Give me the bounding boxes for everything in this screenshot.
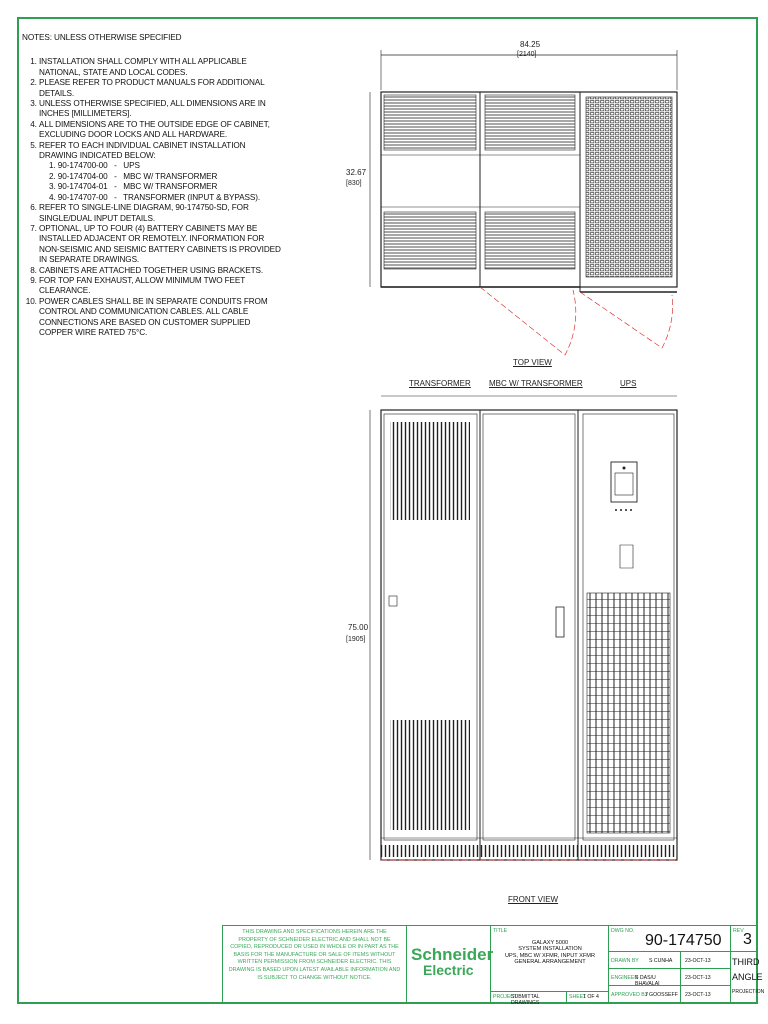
- title-line: UPS, MBC W/ XFMR, INPUT XFMR: [504, 952, 596, 959]
- notes-header: NOTES: UNLESS OTHERWISE SPECIFIED: [22, 33, 182, 42]
- project-label: PROJECT: [493, 994, 518, 1000]
- sheet-value: 1 OF 4: [583, 994, 599, 1000]
- approved-date-cell: [681, 986, 731, 1003]
- top-width-in: 84.25: [520, 40, 541, 49]
- cabinet-drawing-item: 2. 90-174704-00 - MBC W/ TRANSFORMER: [49, 171, 218, 181]
- note-item: 3. UNLESS OTHERWISE SPECIFIED, ALL DIMENSIONS ARE IN INCHES [MILLIMETERS].: [39, 99, 282, 120]
- front-view-title: FRONT VIEW: [508, 895, 559, 904]
- engineer-value: S DAS/U BHAVALAI: [635, 975, 660, 987]
- title-cell: [491, 926, 609, 992]
- drawn-value: S CUNHA: [649, 958, 673, 964]
- sheet-label: SHEET: [569, 994, 587, 1000]
- approved-date: 23-OCT-13: [685, 992, 711, 998]
- title-line: GALAXY 5000: [531, 940, 569, 946]
- cabinet-label-ups: UPS: [620, 379, 637, 388]
- rev-value: 3: [743, 931, 752, 948]
- drawn-cell: [609, 952, 681, 969]
- approved-value: J GOOSSEFF: [645, 992, 678, 998]
- dwg-no-cell: [609, 926, 731, 952]
- drawing-title: [491, 940, 609, 966]
- note-item: 9. FOR TOP FAN EXHAUST, ALLOW MINIMUM TWO FEET CLEARANCE.: [39, 276, 282, 297]
- title-label: TITLE: [493, 928, 508, 934]
- note-item: 1. INSTALLATION SHALL COMPLY WITH ALL APPLICABLE NATIONAL, STATE AND LOCAL CODES.: [39, 57, 282, 78]
- cabinet-drawing-item: 3. 90-174704-01 - MBC W/ TRANSFORMER: [49, 182, 218, 192]
- cabinet-label-mbc: MBC W/ TRANSFORMER: [489, 379, 583, 388]
- engineer-label: ENGINEER: [611, 975, 639, 981]
- note-item: 6. REFER TO SINGLE-LINE DIAGRAM, 90-174750-SD, FOR SINGLE/DUAL INPUT DETAILS.: [39, 203, 282, 224]
- rev-label: REV: [733, 928, 744, 934]
- title-block: [222, 925, 765, 1006]
- approved-label: APPROVED BY: [611, 992, 649, 998]
- note-item: 10. POWER CABLES SHALL BE IN SEPARATE CONDUITS FROM CONTROL AND COMMUNICATION CABLES. ALL CABLE CONNECTIONS ARE BASED ON CUSTOMER SUPPLIED COPPER WIRE RATED 75°C.: [39, 297, 282, 339]
- front-height-in: 75.00: [348, 623, 369, 632]
- cabinet-drawing-item: 1. 90-174700-00 - UPS: [49, 161, 140, 171]
- title-line: GENERAL ARRANGEMENT: [514, 959, 586, 966]
- projection-cell: [731, 952, 765, 1003]
- front-view: [370, 396, 677, 860]
- drawn-date: 23-OCT-13: [685, 958, 711, 964]
- engineer-date-cell: [681, 969, 731, 986]
- logo-text-1: Schneider: [411, 945, 494, 964]
- approved-cell: [609, 986, 681, 1003]
- note-item: 5. REFER TO EACH INDIVIDUAL CABINET INSTALLATION DRAWING INDICATED BELOW: 1. 90-174700-00 - UPS 2. 90-174704-00 - MBC W/ TRANSFORMER 3. 90-174704-01 - MBC W/ TRANSFORMER 4. 90-174707-00 - TRANSFORMER (INPUT & BYPASS).: [39, 141, 282, 203]
- cabinet-drawing-item: 4. 90-174707-00 - TRANSFORMER (INPUT & BYPASS).: [49, 192, 261, 202]
- top-depth-mm: [830]: [346, 180, 362, 187]
- rev-cell: [731, 926, 757, 952]
- note-item: 8. CABINETS ARE ATTACHED TOGETHER USING BRACKETS.: [39, 266, 282, 276]
- project-value: SUBMITTAL DRAWINGS: [511, 994, 540, 1006]
- note-item: 2. PLEASE REFER TO PRODUCT MANUALS FOR ADDITIONAL DETAILS.: [39, 78, 282, 99]
- projection-line-3: PROJECTION: [732, 989, 765, 995]
- projection-text: [732, 955, 764, 1000]
- drawn-label: DRAWN BY: [611, 958, 639, 964]
- project-cell: [491, 992, 567, 1006]
- front-height-mm: [1905]: [346, 636, 366, 643]
- cabinet-label-transformer: TRANSFORMER: [409, 379, 471, 388]
- copyright-disclaimer: THIS DRAWING AND SPECIFICATIONS HEREIN ARE THE PROPERTY OF SCHNEIDER ELECTRIC AND SHALL NOT BE COPIED, REPRODUCED OR USED IN WHOLE OR IN PART AS THE BASIS FOR THE MANUFACTURE OR SALE OF ITEMS WITHOUT WRITTEN PERMISSION FROM SCHNEIDER ELECTRIC. THIS DRAWING IS BASED UPON LATEST AVAILABLE INFORMATION AND IS SUBJECT TO CHANGE WITHOUT NOTICE.: [223, 926, 407, 1003]
- top-width-mm: [2140]: [517, 51, 537, 58]
- logo-text-2: Electric: [423, 962, 474, 978]
- top-depth-in: 32.67: [346, 168, 367, 177]
- schneider-logo: [407, 926, 494, 1003]
- title-line: SYSTEM INSTALLATION: [518, 946, 582, 953]
- top-view-title: TOP VIEW: [513, 358, 552, 367]
- dwg-no-label: DWG NO.: [611, 928, 635, 934]
- engineer-cell: [609, 969, 681, 986]
- projection-line-2: ANGLE: [732, 972, 763, 982]
- sheet-cell: [567, 992, 609, 1003]
- projection-line-1: THIRD: [732, 957, 760, 967]
- note-item: 7. OPTIONAL, UP TO FOUR (4) BATTERY CABINETS MAY BE INSTALLED ADJACENT OR REMOTELY. INFORMATION FOR NON-SEISMIC AND SEISMIC BATTERY CABINETS IS PROVIDED IN SEPARATE DRAWINGS.: [39, 224, 282, 266]
- top-view: [370, 50, 677, 355]
- dwg-no-value: 90-174750: [645, 932, 722, 949]
- drawn-date-cell: [681, 952, 731, 969]
- engineer-date: 23-OCT-13: [685, 975, 711, 981]
- note-item: 4. ALL DIMENSIONS ARE TO THE OUTSIDE EDGE OF CABINET, EXCLUDING DOOR LOCKS AND ALL HARDWARE.: [39, 120, 282, 141]
